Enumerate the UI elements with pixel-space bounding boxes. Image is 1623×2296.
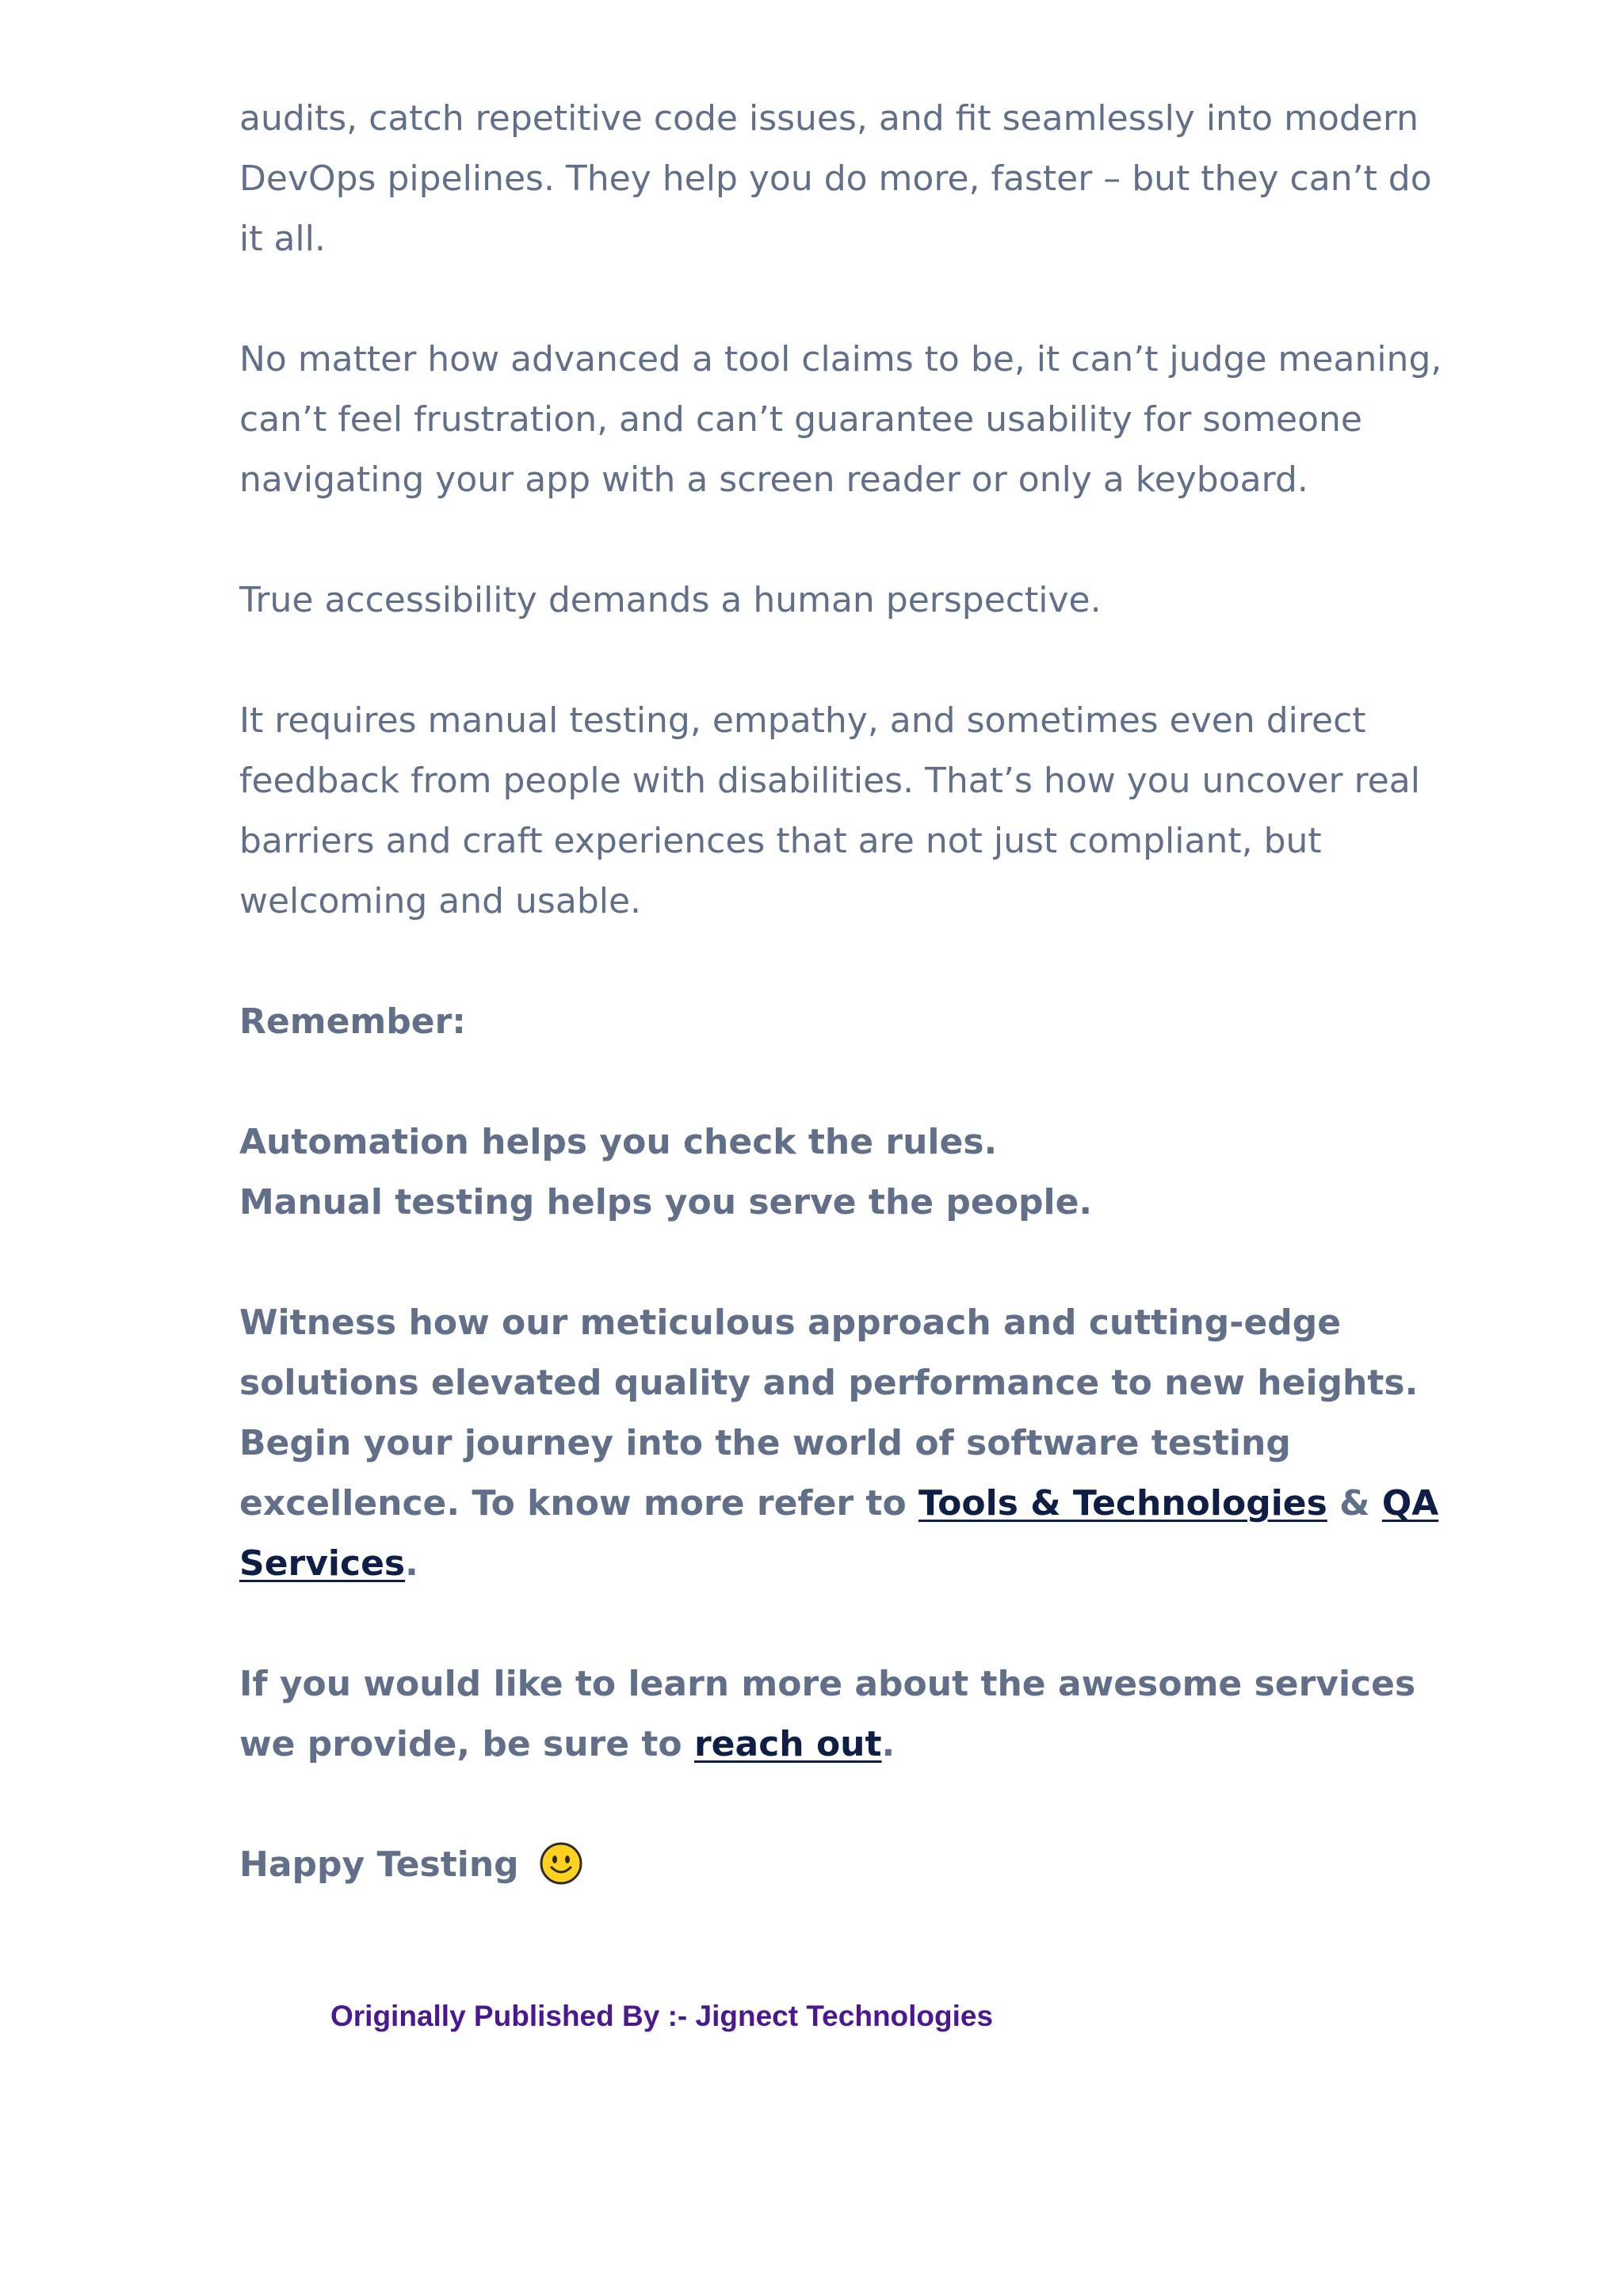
witness-text: Witness how our meticulous approach and cutting-edge solutions elevated quality and performance to new heights. Begin your journey into the world of software testing excellence. xyxy=(239,1302,1419,1524)
paragraph-human-perspective: True accessibility demands a human perspective. xyxy=(239,580,1102,620)
paragraph-manual-testing: It requires manual testing, empathy, and sometimes even direct feedback from people with disabilities. That’s how you uncover real barriers and craft experiences that are not just compliant, but welcoming and usable. xyxy=(239,700,1420,921)
contact-paragraph xyxy=(239,1654,1444,1775)
tools-technologies-link[interactable]: Tools & Technologies xyxy=(918,1483,1327,1524)
paragraph-tool-limits: No matter how advanced a tool claims to be, it can’t judge meaning, can’t feel frustration, and can’t guarantee usability for someone navigating your app with a screen reader or only a keyboard. xyxy=(239,339,1442,500)
remember-line-automation: Automation helps you check the rules. xyxy=(239,1122,998,1162)
published-by-footer: Originally Published By :- Jignect Technologies xyxy=(330,2000,994,2032)
contact-period: . xyxy=(881,1724,896,1764)
qa-services-link[interactable]: QA Services xyxy=(239,1483,1439,1584)
ampersand-text: & xyxy=(1327,1483,1382,1524)
article-body xyxy=(239,89,1444,1955)
witness-period: . xyxy=(405,1543,418,1584)
know-more-prefix: To know more refer to xyxy=(472,1483,919,1524)
closing-line xyxy=(239,1835,1444,1895)
paragraph-automation-tools: audits, catch repetitive code issues, and fit seamlessly into modern DevOps pipelines. They help you do more, faster – but they can’t do it all. xyxy=(239,98,1432,259)
remember-lines xyxy=(239,1112,1444,1233)
reach-out-link[interactable]: reach out xyxy=(693,1724,882,1764)
witness-paragraph xyxy=(239,1293,1444,1594)
remember-heading: Remember: xyxy=(239,1001,466,1042)
happy-testing-text: Happy Testing xyxy=(239,1844,519,1885)
smiley-face-icon xyxy=(539,1841,583,1886)
contact-text: If you would like to learn more about the awesome services we provide, be sure to xyxy=(239,1664,1416,1764)
remember-line-manual: Manual testing helps you serve the people. xyxy=(239,1182,1093,1222)
